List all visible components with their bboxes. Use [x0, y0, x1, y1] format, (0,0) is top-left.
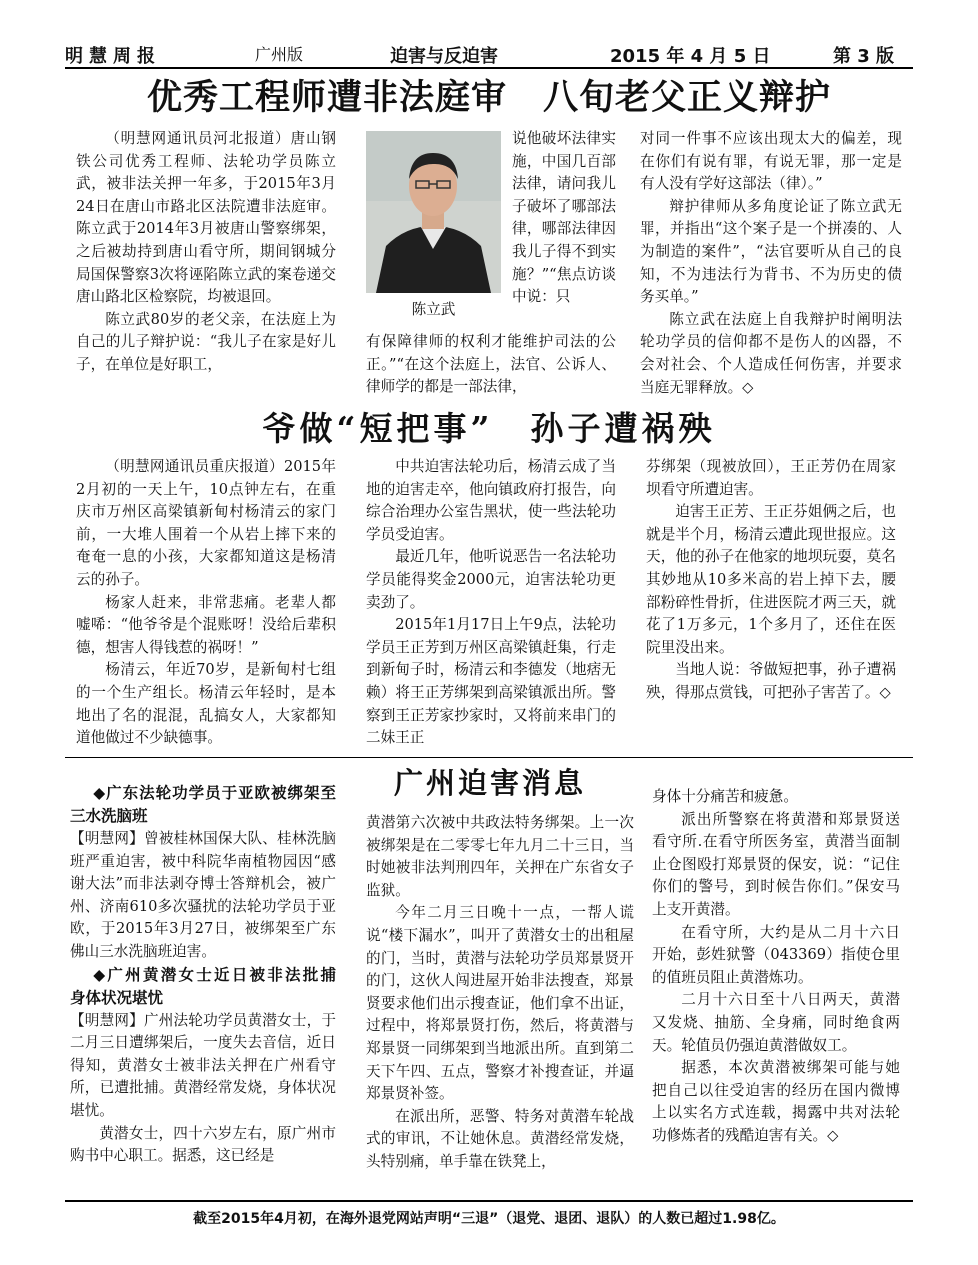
article2-paragraph: 最近几年，他听说恶告一名法轮功学员能得奖金2000元，迫害法轮功更卖劲了。: [366, 548, 616, 611]
article1-paragraph: 有保障律师的权利才能维护司法的公正。”“在这个法庭上，法官、公诉人、律师学的都是一部法律，: [366, 333, 616, 396]
photo-caption: 陈立武: [411, 301, 456, 318]
article3-item2-title: ◆广州黄潜女士近日被非法批捕 身体状况堪忧: [70, 965, 352, 1007]
page-number: 第 3 版: [833, 46, 895, 67]
article2-col2: [366, 456, 616, 750]
article3-paragraph: 黄潜女士，四十六岁左右，原广州市购书中心职工。据悉，这已经是: [70, 1124, 336, 1165]
article3-paragraph: 在派出所，恶警、特务对黄潜车轮战式的审讯，不让她休息。黄潜经常发烧，头特别痛，单手靠在铁凳上，: [366, 1107, 634, 1170]
masthead: [65, 38, 913, 66]
article3-paragraph: 派出所警察在将黄潜和郑景贤送看守所.在看守所医务室，黄潜当面制止仓图殴打郑景贤的保安，说：“记住你们的警号，到时候告你们。”保安马上支开黄潜。: [652, 810, 900, 918]
article3-col2: [366, 812, 634, 1174]
article1-paragraph: 辩护律师从多角度论证了陈立武无罪，并指出“这个案子是一个拼凑的、人为制造的案件”，“法官要听从自己的良知，不为违法行为背书、不为历史的债务买单。”: [640, 197, 902, 306]
article1-col2-bottom: [366, 331, 616, 399]
portrait-image: [366, 131, 501, 293]
article3-item1-title: ◆广东法轮功学员于亚欧被绑架至三水洗脑班: [70, 784, 336, 825]
section-divider: [65, 757, 913, 758]
article2-paragraph: 杨家人赶来，非常悲痛。老辈人都嘘唏：“他爷爷是个混账呀！没给后辈积德，想害人得钱惹的祸呀！”: [76, 593, 336, 656]
article3-paragraph: 据悉，本次黄潜被绑架可能与她把自己以往受迫害的经历在国内微博上以实名方式连载，揭露中共对法轮功修炼者的残酷迫害有关。◇: [652, 1059, 900, 1144]
article3-paragraph: 身体十分痛苦和疲惫。: [652, 788, 798, 805]
header-rule: [65, 67, 913, 69]
article1-headline: 优秀工程师遭非法庭审 八旬老父正义辩护: [146, 78, 831, 118]
article3-paragraph: 【明慧网】广州法轮功学员黄潜女士，于二月三日遭绑架后，一度失去音信，近日得知，黄潜女士被非法关押在广州看守所，已遭批捕。黄潜经常发烧，身体状况堪忧。: [70, 1011, 336, 1119]
footer-rule: [65, 1200, 913, 1202]
article1-paragraph: 说他破坏法律实施，中国几百部法律，请问我儿子破坏了哪部法律，哪部法律因我儿子得不到实施？”“焦点访谈中说：只: [512, 130, 616, 306]
article3-col3: [652, 786, 900, 1148]
article3-paragraph: 二月十六日至十八日两天，黄潜又发烧、抽筋、全身痛，同时绝食两天。轮值员仍强迫黄潜做奴工。: [652, 991, 900, 1054]
edition: 广州版: [255, 45, 304, 64]
article2-paragraph: 中共迫害法轮功后，杨清云成了当地的迫害走卒，他向镇政府打报告，向综合治理办公室告黑状，使一些法轮功学员受迫害。: [366, 458, 616, 543]
author-photo: [366, 131, 501, 293]
article2-col3: [646, 456, 896, 705]
article3-paragraph: 今年二月三日晚十一点，一帮人谎说“楼下漏水”，叫开了黄潜女士的出租屋的门，当时，黄潜与法轮功学员郑景贤开的门，这伙人闯进屋开始非法搜查，郑景贤要求他们出示搜查证，他们拿不出证，过程中，将郑景贤打伤，然后，将黄潜与郑景贤一同绑架到当地派出所。直到第二天下午四、五点，警察才补搜查证，并逼郑景贤补签。: [366, 904, 634, 1103]
article1-paragraph: 陈立武在法庭上自我辩护时阐明法轮功学员的信仰都不是伤人的凶器，不会对社会、个人造成任何伤害，并要求当庭无罪释放。◇: [640, 310, 902, 396]
article1-paragraph: 陈立武80岁的老父亲，在法庭上为自己的儿子辩护说：“我儿子在家是好儿子，在单位是好职工，: [76, 310, 336, 373]
article1-col3: [640, 128, 902, 399]
article2-paragraph: 2015年1月17日上午9点，法轮功学员王正芳到万州区高梁镇赶集，行走到新甸子时，杨清云和李德发（地痞无赖）将王正芳绑架到高梁镇派出所。警察到王正芳家抄家时，又将前来串门的二妹王正: [366, 616, 616, 747]
article2-paragraph: 芬绑架（现被放回），王正芳仍在周家坝看守所遭迫害。: [646, 458, 896, 498]
article1-col2-top: [512, 128, 616, 309]
article1-paragraph: （明慧网通讯员河北报道）唐山钢铁公司优秀工程师、法轮功学员陈立武，被非法关押一年多，于2015年3月24日在唐山市路北区法院遭非法庭审。陈立武于2014年3月被唐山警察绑架，之后被劫持到唐山看守所，期间钢城分局国保警察3次将诬陷陈立武的案卷递交唐山路北区检察院，均被退回。: [76, 130, 336, 306]
article3-item1-body: 【明慧网】曾被桂林国保大队、桂林洗脑班严重迫害，被中科院华南植物园因“感谢大法”而非法剥夺博士答辩机会，被广州、济南610多次骚扰的法轮功学员于亚欧，于2015年3月27日，被绑架至广东佛山三水洗脑班迫害。: [70, 830, 336, 960]
article2-paragraph: 杨清云，年近70岁，是新甸村七组的一个生产组长。杨清云年轻时，是本地出了名的混混，乱搞女人，大家都知道他做过不少缺德事。: [76, 661, 336, 747]
footer-note: 截至2015年4月初，在海外退党网站声明“三退”（退党、退团、退队）的人数已超过1.98亿。: [193, 1211, 785, 1227]
article1-col1: [76, 128, 336, 377]
article2-paragraph: （明慧网通讯员重庆报道）2015年2月初的一天上午，10点钟左右，在重庆市万州区高梁镇新甸村杨清云的家门前，一大堆人围着一个从岩上摔下来的奄奄一息的小孩，大家都知道这是杨清云的孙子。: [76, 458, 336, 588]
article1-paragraph: 对同一件事不应该出现太大的偏差，现在你们有说有罪，有说无罪，那一定是有人没有学好这部法（律）。”: [640, 130, 902, 193]
article3-col1: [70, 782, 352, 1168]
article2-headline: 爷做“短把事” 孙子遭祸殃: [262, 409, 716, 448]
paper-name: 明慧周报: [65, 46, 161, 67]
issue-date: 2015 年 4 月 5 日: [610, 46, 771, 67]
section-title: 迫害与反迫害: [390, 46, 498, 67]
article2-paragraph: 迫害王正芳、王正芬姐俩之后，也就是半个月，杨清云遭此现世报应。这天，他的孙子在他家的地坝玩耍，莫名其妙地从10多米高的岩上掉下去，腰部粉碎性骨折，住进医院才两三天，就花了1万多元，1个多月了，还住在医院里没出来。: [646, 503, 896, 656]
article2-paragraph: 当地人说：爷做短把事，孙子遭祸殃，得那点赏钱，可把孙子害苦了。◇: [646, 661, 896, 701]
article3-headline: 广州迫害消息: [393, 766, 586, 800]
article3-paragraph: 黄潜第六次被中共政法特务绑架。上一次被绑架是在二零零七年九月二十三日，当时她被非法判刑四年，关押在广东省女子监狱。: [366, 814, 634, 899]
article2-col1: [76, 456, 336, 750]
article3-paragraph: 在看守所，大约是从二月十六日开始，彭姓狱警（043369）指使仓里的值班员阻止黄潜炼功。: [652, 923, 900, 986]
